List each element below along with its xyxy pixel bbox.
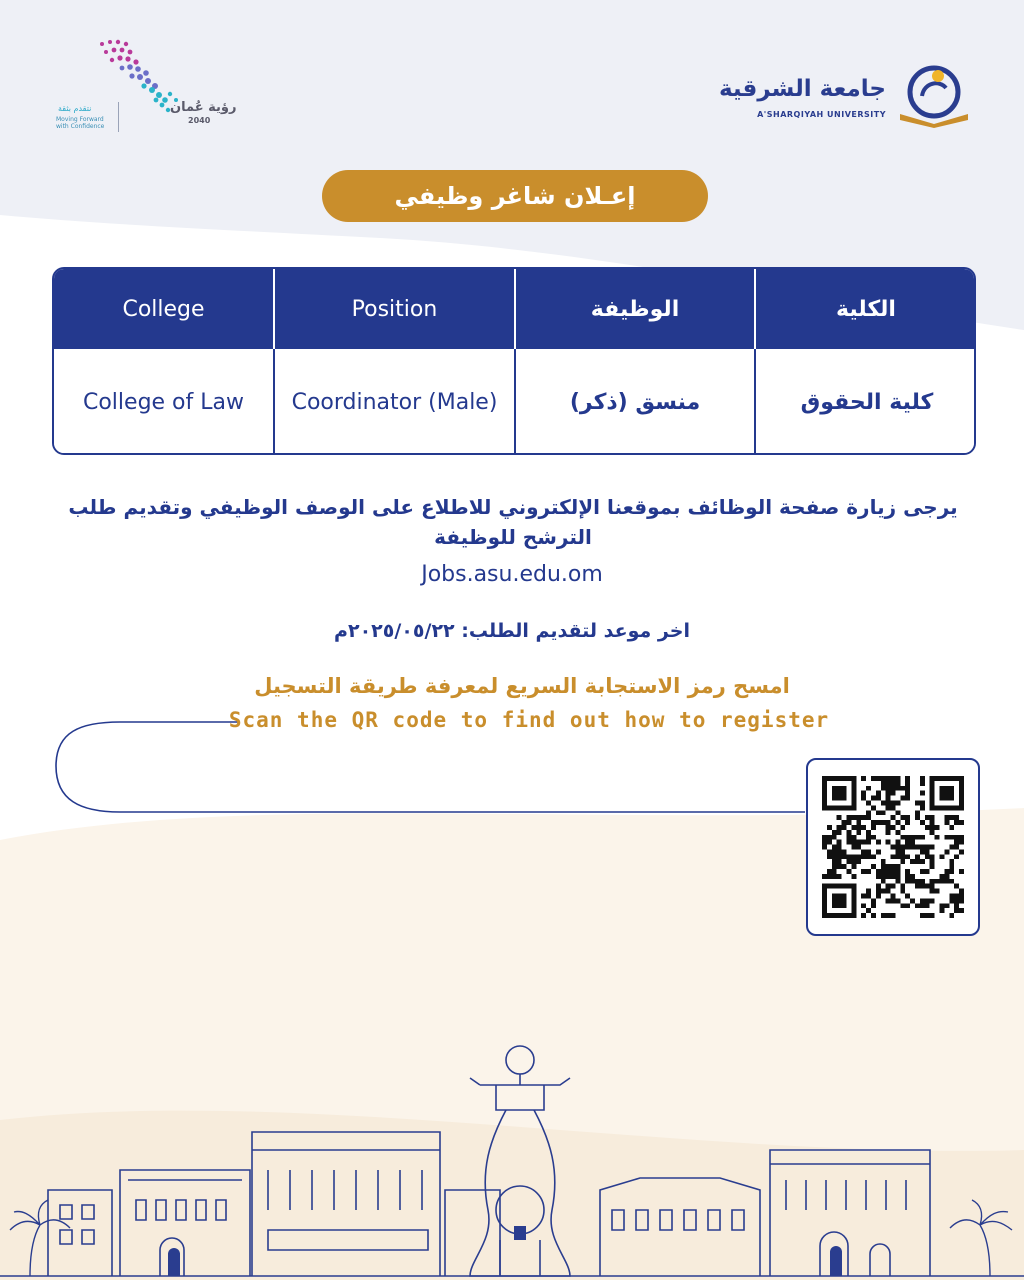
moving-forward-ar: نتقدم بثقة bbox=[58, 104, 92, 113]
logo-divider bbox=[118, 102, 119, 132]
cell-position-ar: منسق (ذكر) bbox=[516, 349, 756, 455]
qr-code-icon bbox=[822, 776, 964, 918]
vision-name-ar: رؤية عُمان bbox=[170, 100, 237, 115]
header-position-ar: الوظيفة bbox=[516, 269, 756, 349]
moving-forward-en-line2: with Confidence bbox=[56, 123, 105, 130]
job-vacancy-table bbox=[52, 267, 976, 455]
university-emblem-icon bbox=[894, 62, 974, 130]
oman-vision-logo bbox=[52, 34, 242, 134]
university-name-en: A'SHARQIYAH UNIVERSITY bbox=[757, 110, 886, 119]
cell-college-ar: كلية الحقوق bbox=[756, 349, 976, 455]
campus-skyline-illustration bbox=[0, 1040, 1024, 1280]
asu-logo bbox=[718, 62, 974, 132]
scan-instruction-en: Scan the QR code to find out how to register bbox=[228, 708, 830, 732]
jobs-website-link[interactable]: Jobs.asu.edu.om bbox=[421, 562, 603, 587]
qr-code[interactable] bbox=[806, 758, 980, 936]
vision-swirl-icon bbox=[92, 34, 232, 134]
university-name-ar: جامعة الشرقية bbox=[718, 76, 886, 102]
application-deadline: اخر موعد لتقديم الطلب: ٢٠٢٥/٠٥/٢٢م bbox=[334, 620, 690, 642]
moving-forward-en-line1: Moving Forward bbox=[56, 116, 104, 123]
cell-college-en: College of Law bbox=[54, 349, 275, 455]
announcement-title: إعـلان شاغر وظيفي bbox=[322, 170, 708, 222]
header-college-ar: الكلية bbox=[756, 269, 976, 349]
header-position-en: Position bbox=[275, 269, 516, 349]
instructions-text: يرجى زيارة صفحة الوظائف بموقعنا الإلكتروني للاطلاع على الوصف الوظيفي وتقديم طلب الترشح للوظيفة bbox=[68, 495, 958, 549]
header-college-en: College bbox=[54, 269, 275, 349]
scan-instruction-ar: امسح رمز الاستجابة السريع لمعرفة طريقة التسجيل bbox=[254, 674, 790, 698]
cell-position-en: Coordinator (Male) bbox=[275, 349, 516, 455]
vision-year: 2040 bbox=[188, 116, 211, 125]
